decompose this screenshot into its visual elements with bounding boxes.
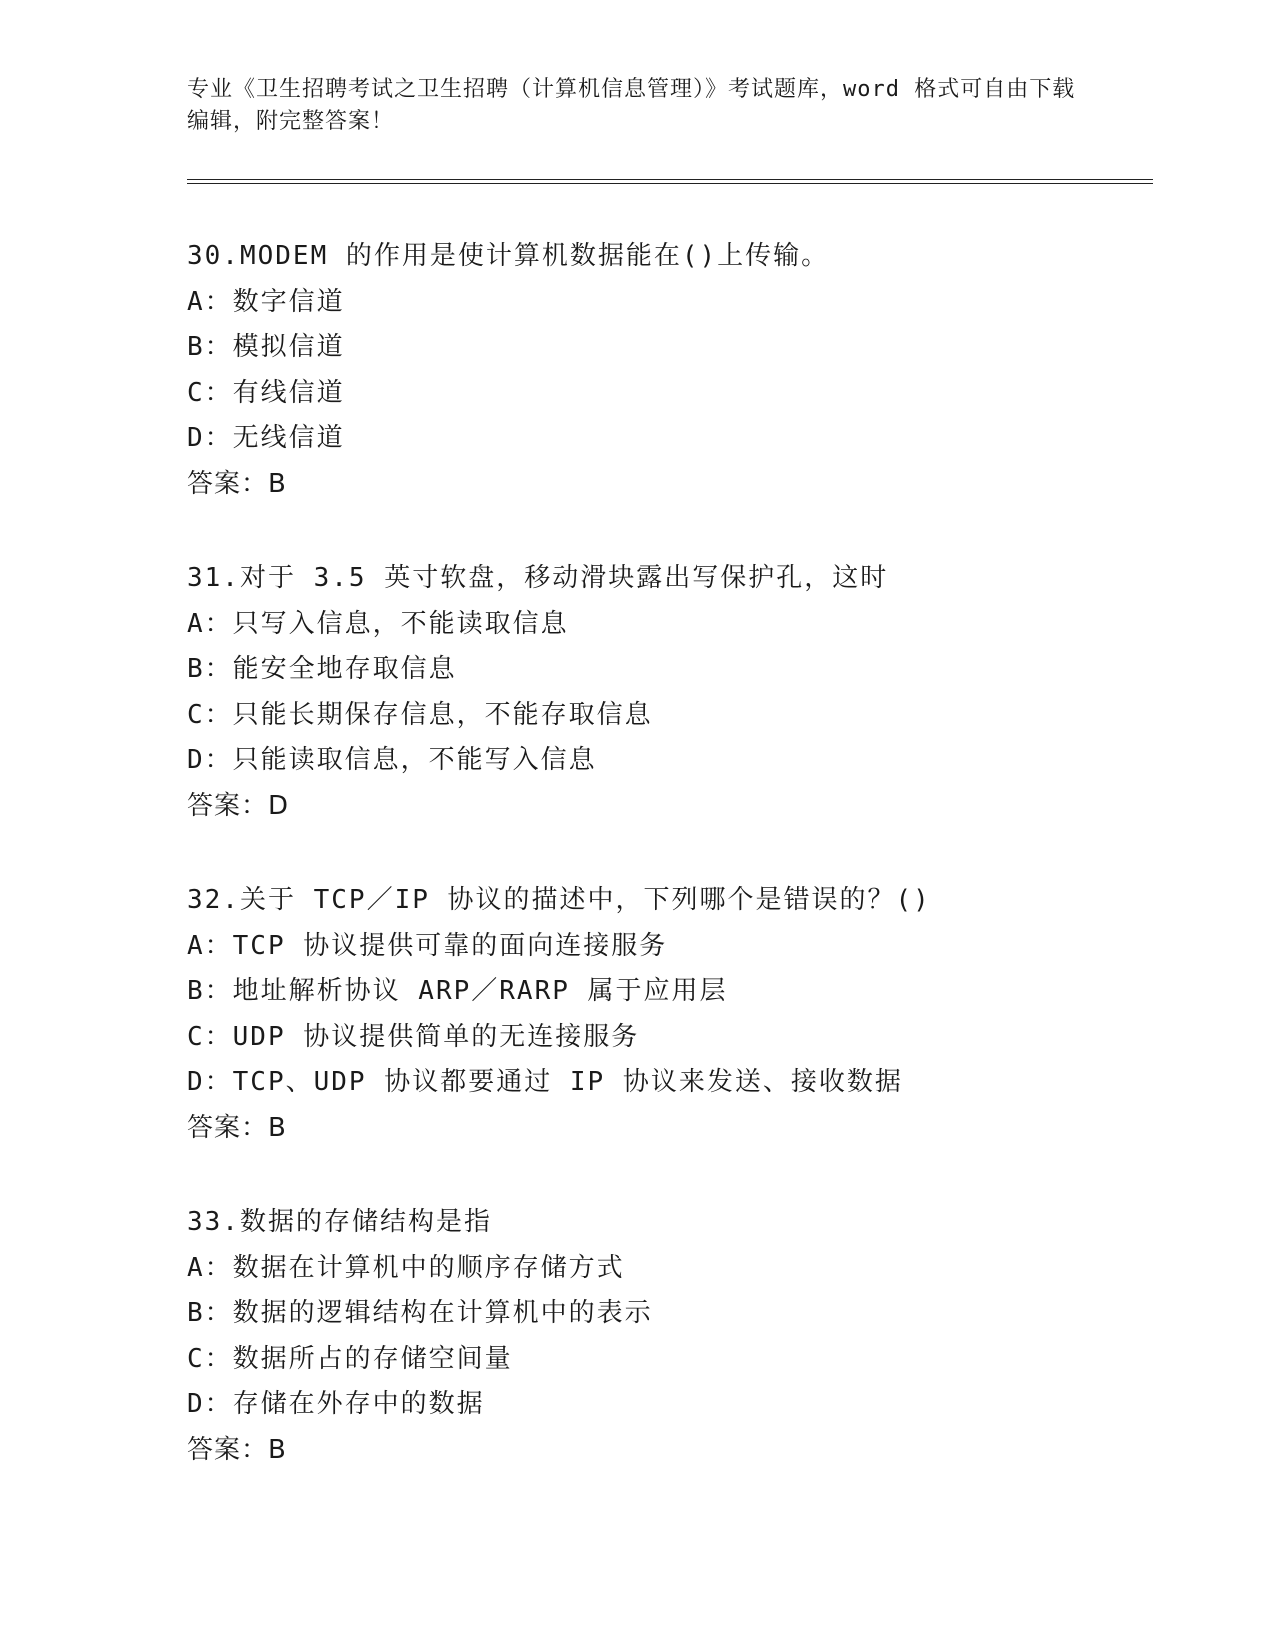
option-a: A：数字信道	[187, 286, 345, 317]
option-b: B：地址解析协议 ARP／RARP 属于应用层	[187, 976, 728, 1006]
option-a: A：只写入信息，不能读取信息	[187, 608, 569, 639]
option-c: C：只能长期保存信息，不能存取信息	[187, 699, 653, 730]
option-a: A：TCP 协议提供可靠的面向连接服务	[187, 930, 668, 961]
answer-line: 答案：B	[187, 1112, 287, 1143]
option-d: D：TCP、UDP 协议都要通过 IP 协议来发送、接收数据	[187, 1067, 903, 1097]
option-a: A：数据在计算机中的顺序存储方式	[187, 1252, 625, 1283]
answer-line: 答案：B	[187, 1434, 287, 1465]
answer-line: 答案：D	[187, 790, 290, 821]
question-stem: 31.对于 3.5 英寸软盘，移动滑块露出写保护孔，这时	[187, 563, 889, 593]
question-31	[187, 556, 1153, 829]
question-stem: 32.关于 TCP／IP 协议的描述中，下列哪个是错误的？()	[187, 885, 931, 915]
question-33	[187, 1200, 1153, 1473]
option-d: D：无线信道	[187, 423, 345, 453]
question-stem: 30.MODEM 的作用是使计算机数据能在()上传输。	[187, 241, 830, 271]
answer-line: 答案：B	[187, 468, 287, 499]
option-b: B：能安全地存取信息	[187, 654, 457, 684]
question-list	[187, 234, 1153, 1522]
question-32	[187, 878, 1153, 1151]
option-c: C：数据所占的存储空间量	[187, 1343, 513, 1374]
option-b: B：数据的逻辑结构在计算机中的表示	[187, 1298, 653, 1328]
header-divider	[187, 179, 1153, 184]
option-b: B：模拟信道	[187, 332, 345, 362]
question-stem: 33.数据的存储结构是指	[187, 1207, 492, 1237]
option-c: C：UDP 协议提供简单的无连接服务	[187, 1021, 640, 1052]
question-30	[187, 234, 1153, 507]
document-header: 专业《卫生招聘考试之卫生招聘（计算机信息管理）》考试题库，word 格式可自由下载编辑，附完整答案！	[187, 77, 1076, 134]
option-d: D：存储在外存中的数据	[187, 1389, 485, 1419]
option-d: D：只能读取信息，不能写入信息	[187, 745, 597, 775]
option-c: C：有线信道	[187, 377, 345, 408]
